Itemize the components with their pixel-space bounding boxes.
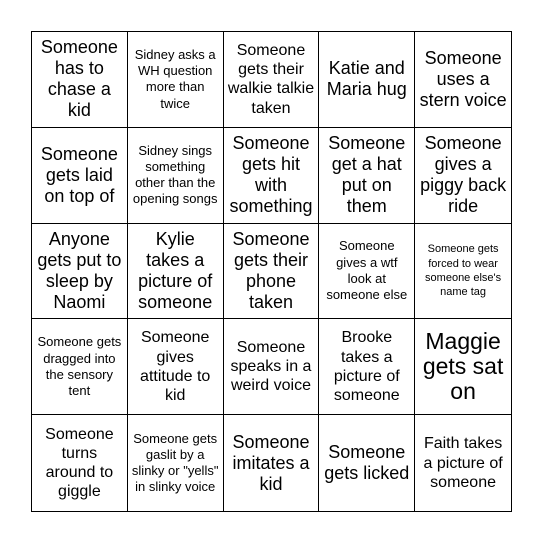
- bingo-cell-text: Someone uses a stern voice: [419, 47, 507, 110]
- bingo-cell[interactable]: [319, 415, 415, 511]
- bingo-cell[interactable]: [224, 319, 320, 415]
- bingo-cell[interactable]: [32, 32, 128, 128]
- bingo-cell-text: Anyone gets put to sleep by Naomi: [37, 228, 122, 313]
- bingo-cell[interactable]: [415, 224, 511, 320]
- bingo-cell[interactable]: [128, 128, 224, 224]
- bingo-cell[interactable]: [128, 224, 224, 320]
- bingo-cell[interactable]: [128, 415, 224, 511]
- bingo-cell[interactable]: [32, 224, 128, 320]
- bingo-cell[interactable]: [319, 128, 415, 224]
- bingo-cell-text: Someone gets hit with something: [229, 133, 313, 217]
- bingo-cell-text: Someone gives a piggy back ride: [420, 133, 507, 217]
- bingo-cell-text: Someone turns around to giggle: [45, 425, 114, 501]
- bingo-cell-text: Someone gets dragged into the sensory tent: [37, 334, 122, 399]
- bingo-cell[interactable]: [32, 319, 128, 415]
- bingo-cell[interactable]: [415, 128, 511, 224]
- bingo-cell[interactable]: [415, 415, 511, 511]
- bingo-cell[interactable]: [319, 319, 415, 415]
- bingo-cell[interactable]: [32, 128, 128, 224]
- bingo-cell-text: Maggie gets sat on: [422, 327, 504, 405]
- bingo-cell[interactable]: [319, 32, 415, 128]
- bingo-cell-text: Someone gets forced to wear someone else's name tag: [425, 243, 502, 299]
- bingo-cell-text: Someone gets gaslit by a slinky or "yells" in slinky voice: [131, 430, 219, 495]
- bingo-cell[interactable]: [415, 319, 511, 415]
- bingo-cell-text: Katie and Maria hug: [326, 58, 407, 100]
- bingo-cell[interactable]: [128, 319, 224, 415]
- bingo-cell-text: Someone speaks in a weird voice: [230, 339, 312, 395]
- bingo-cell[interactable]: [224, 415, 320, 511]
- bingo-cell-text: Someone gets their phone taken: [232, 228, 310, 313]
- bingo-cell[interactable]: [319, 224, 415, 320]
- bingo-cell-text: Someone gets laid on top of: [40, 143, 118, 206]
- bingo-cell-text: Someone has to chase a kid: [40, 37, 118, 121]
- bingo-cell-text: Someone imitates a kid: [232, 431, 310, 494]
- bingo-cell-text: Someone gives attitude to kid: [140, 329, 211, 404]
- bingo-cell[interactable]: [224, 32, 320, 128]
- bingo-cell-text: Someone gives a wtf look at someone else: [326, 238, 408, 303]
- bingo-cell-text: Brooke takes a picture of someone: [333, 329, 400, 404]
- bingo-cell-text: Someone gets licked: [324, 442, 410, 484]
- bingo-cell[interactable]: [224, 128, 320, 224]
- bingo-cell-text: Someone get a hat put on them: [328, 133, 406, 217]
- bingo-board: [31, 31, 512, 512]
- bingo-cell-text: Someone gets their walkie talkie taken: [227, 42, 315, 117]
- bingo-cell-text: Sidney asks a WH question more than twice: [134, 46, 216, 111]
- bingo-cell-text: Kylie takes a picture of someone: [138, 228, 213, 313]
- bingo-cell[interactable]: [415, 32, 511, 128]
- bingo-cell[interactable]: [32, 415, 128, 511]
- bingo-cell-text: Sidney sings something other than the opening songs: [132, 142, 218, 207]
- bingo-cell-text: Faith takes a picture of someone: [423, 435, 503, 491]
- bingo-cell[interactable]: [224, 224, 320, 320]
- bingo-cell[interactable]: [128, 32, 224, 128]
